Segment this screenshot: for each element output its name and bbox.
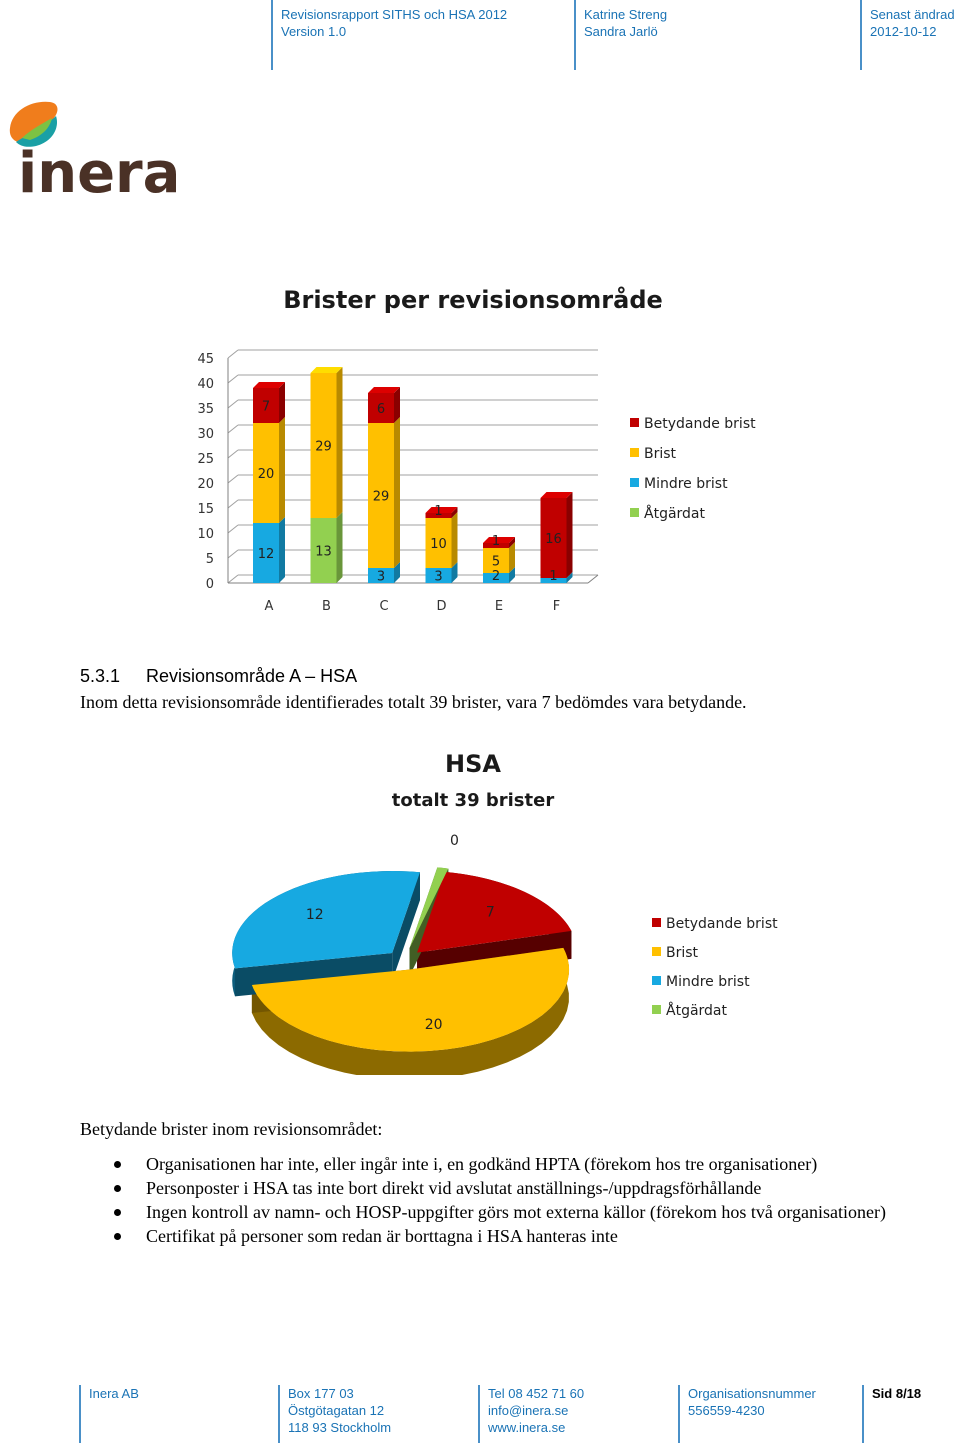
footer-company	[79, 1385, 269, 1443]
bar-side	[394, 387, 400, 423]
x-tick-label: C	[379, 599, 389, 614]
header-divider	[574, 0, 576, 70]
legend-label: Betydande brist	[644, 416, 756, 432]
y-tick-label: 40	[197, 377, 214, 392]
grid-line-side	[228, 475, 238, 483]
y-tick-label: 25	[197, 452, 214, 467]
website-link[interactable]: www.inera.se	[488, 1420, 566, 1435]
inera-logo	[6, 98, 176, 198]
list-item: Ingen kontroll av namn- och HOSP-uppgifter görs mot externa källor (förekom hos två organisationer)	[110, 1200, 890, 1224]
data-label: 29	[315, 439, 332, 455]
company-name: Inera AB	[89, 1386, 139, 1401]
data-label: 10	[430, 537, 447, 552]
pie-data-label: 7	[485, 904, 495, 921]
footer-divider	[79, 1385, 81, 1443]
x-tick-label: D	[436, 599, 447, 614]
legend-label: Betydande brist	[666, 916, 778, 932]
document-version: Version 1.0	[281, 24, 347, 39]
data-label: 2	[491, 569, 501, 584]
y-tick-label: 0	[205, 577, 214, 592]
data-label: 16	[545, 532, 562, 547]
data-label: 1	[434, 504, 443, 519]
legend-label: Brist	[644, 446, 677, 462]
data-label: 1	[549, 569, 558, 584]
data-label: 3	[434, 569, 443, 585]
chart-title: Brister per revisionsområde	[283, 286, 663, 314]
footer-divider	[678, 1385, 680, 1443]
address-line-1: Box 177 03	[288, 1386, 354, 1401]
section-intro: Inom detta revisionsområde identifierades totalt 39 brister, vara 7 bedömdes vara betydande.	[80, 692, 747, 712]
data-label: 1	[491, 534, 501, 549]
data-label: 7	[261, 399, 271, 415]
x-tick-label: E	[494, 599, 504, 614]
data-label: 3	[376, 569, 386, 585]
list-item: Certifikat på personer som redan är borttagna i HSA hanteras inte	[110, 1224, 890, 1248]
data-label: 20	[257, 467, 275, 482]
footer-page	[862, 1385, 952, 1443]
header-divider	[271, 0, 273, 70]
legend-swatch	[630, 508, 639, 517]
pie-data-label: 20	[424, 1016, 443, 1033]
y-tick-label: 5	[205, 552, 214, 567]
y-tick-label: 45	[197, 352, 214, 367]
pie-title: HSA	[445, 750, 501, 778]
x-tick-label: B	[322, 599, 331, 614]
legend-swatch	[630, 448, 639, 457]
bullet-icon	[114, 1209, 121, 1216]
header-column-date	[860, 0, 960, 70]
grid-line-side	[228, 450, 238, 458]
header-divider	[860, 0, 862, 70]
grid-line-side	[228, 525, 238, 533]
org-number: 556559-4230	[688, 1403, 765, 1418]
address-line-2: Östgötagatan 12	[288, 1403, 385, 1418]
bar-side	[279, 382, 285, 423]
bullet-icon	[114, 1233, 121, 1240]
data-label: 12	[257, 547, 275, 562]
bullet-icon	[114, 1185, 121, 1192]
bullet-icon	[114, 1161, 121, 1168]
grid-line-side	[228, 350, 238, 358]
legend-label: Brist	[666, 945, 699, 961]
data-label: 29	[372, 489, 390, 505]
y-tick-label: 10	[197, 527, 214, 542]
y-tick-label: 30	[197, 427, 214, 442]
header-column-authors	[574, 0, 854, 70]
y-tick-label: 35	[197, 402, 214, 417]
footer-address	[278, 1385, 468, 1443]
legend-label: Mindre brist	[666, 974, 750, 990]
footer-contact	[478, 1385, 668, 1443]
legend-label: Åtgärdat	[666, 1003, 727, 1019]
legend-label: Åtgärdat	[644, 506, 705, 522]
grid-line-side	[228, 425, 238, 433]
footer-divider	[278, 1385, 280, 1443]
address-line-3: 118 93 Stockholm	[288, 1420, 392, 1435]
legend-swatch	[652, 976, 661, 985]
grid-line-side	[228, 575, 238, 583]
list-item: Personposter i HSA tas inte bort direkt vid avslutat anställnings-/uppdragsförhållande	[110, 1176, 890, 1200]
findings-list	[110, 1152, 890, 1248]
bar-side	[279, 517, 285, 583]
legend-swatch	[630, 418, 639, 427]
y-tick-label: 15	[197, 502, 214, 517]
author-2: Sandra Jarlö	[584, 24, 658, 39]
grid-line-side	[228, 550, 238, 558]
legend-swatch	[630, 478, 639, 487]
bar-side	[394, 417, 400, 568]
author-1: Katrine Streng	[584, 7, 668, 22]
pie-chart	[0, 735, 960, 1075]
section-title: Revisionsområde A – HSA	[146, 666, 358, 686]
legend-swatch	[652, 947, 661, 956]
pie-data-label: 12	[305, 906, 324, 923]
bar-side	[337, 367, 343, 518]
pie-subtitle: totalt 39 brister	[391, 790, 555, 811]
org-number-label: Organisationsnummer	[688, 1386, 816, 1401]
legend-swatch	[652, 1005, 661, 1014]
last-changed-label: Senast ändrad	[870, 7, 955, 22]
section-heading	[80, 666, 357, 687]
legend-swatch	[652, 918, 661, 927]
footer-divider	[478, 1385, 480, 1443]
logo-wordmark: inera	[18, 141, 176, 198]
section-number: 5.3.1	[80, 666, 121, 686]
phone: Tel 08 452 71 60	[488, 1386, 585, 1401]
bar-side	[337, 512, 343, 583]
bar-side	[279, 417, 285, 523]
x-tick-label: A	[264, 599, 274, 614]
bar-side	[567, 492, 573, 578]
data-label: 13	[315, 544, 332, 560]
footer-org-number	[678, 1385, 858, 1443]
page-number: Sid 8/18	[872, 1386, 922, 1401]
list-item: Organisationen har inte, eller ingår inte i, en godkänd HPTA (förekom hos tre organisationer)	[110, 1152, 890, 1176]
email-link[interactable]: info@inera.se	[488, 1403, 569, 1418]
bar-chart	[0, 280, 960, 620]
pie-data-label: 0	[450, 832, 459, 849]
last-changed-date: 2012-10-12	[870, 24, 937, 39]
header-column-title	[271, 0, 571, 70]
grid-line-side	[228, 375, 238, 383]
findings-title: Betydande brister inom revisionsområdet:	[80, 1119, 383, 1139]
legend-label: Mindre brist	[644, 476, 728, 492]
grid-line-side	[228, 400, 238, 408]
footer-divider	[862, 1385, 864, 1443]
x-tick-label: F	[552, 599, 561, 614]
document-title: Revisionsrapport SITHS och HSA 2012	[281, 7, 508, 22]
bar-side	[452, 512, 458, 568]
grid-line-side	[228, 500, 238, 508]
data-label: 5	[491, 554, 501, 570]
data-label: 6	[376, 402, 386, 417]
x-axis-depth	[588, 575, 598, 583]
y-tick-label: 20	[197, 477, 214, 492]
